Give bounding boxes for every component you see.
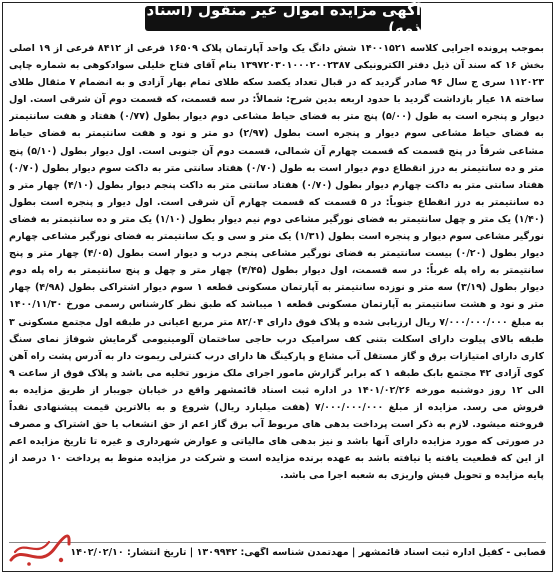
notice-frame xyxy=(2,2,553,572)
title-bar xyxy=(3,0,552,37)
notice-footer: قصابی - کفیل اداره ثبت اسناد قائمشهر | مهدتمدن شناسه آگهی: ۱۳۰۹۹۴۲ | تاریخ انتشار: ۱۴۰۲/۰۲/۱۰ xyxy=(70,547,546,558)
newspaper-logo xyxy=(9,530,71,570)
logo-dot xyxy=(59,558,63,562)
logo-dot-2 xyxy=(27,562,31,566)
footer-divider xyxy=(9,542,546,543)
logo-swash-2 xyxy=(15,542,49,552)
notice-body: بموجب پرونده اجرایی کلاسه ۱۴۰۰۱۵۲۱ شش دانگ یک واحد آپارتمان پلاک ۱۶۵۰۹ فرعی از ۸۴۱۲ فرعی از ۱۹ اصلی بخش ۱۶ که سند آن ذیل دفتر الکترونیکی ۱۳۹۷۲۰۳۰۱۰۰۰۲۰۰۲۳۸۷ بنام آقای فتاح خلیلی سوادکوهی به شماره چاپی ۱۱۲۰۲۳ سری ج سال ۹۶ صادر گردید که در قبال تعداد یکصد سکه طلای تمام بهار آزادی و به انضمام ۷ مثقال طلای ساخته ۱۸ عیار بازداشت گردید با حدود اربعه بدین شرح: شمالاً: در سه قسمت، که قسمت دوم آن شرقی است. اول دیوار و پنجره است به طول (۵/۰۰) پنج متر به فضای حیاط مشاعی دوم دیوار بطول (۰/۷۷) هفتاد و هفت سانتیمتر به فضای حیاط مشاعی سوم دیوار و پنجره است بطول (۲/۹۷) دو متر و نود و هفت سانتیمتر به فضای حیاط مشاعی شرقاً در پنج قسمت که قسمت چهارم آن شمالی، قسمت دوم آن جنوبی است. اول دیوار بطول (۵/۱۰) پنج متر و ده سانتیمتر به درز انقطاع دوم دیوار است به طول (۰/۷۰) هفتاد سانتی متر به داکت سوم دیوار بطول (۰/۷۰) هفتاد سانتی متر به داکت چهارم دیوار بطول (۰/۷۰) هفتاد سانتی متر به داکت پنجم دیوار بطول (۴/۱۰) چهار متر و ده سانتیمتر به درز انقطاع جنوباً: در ۵ قسمت که قسمت چهارم آن شرقی است. اول دیوار و پنجره است بطول (۱/۴۰) یک متر و چهل سانتیمتر به فضای نورگیر مشاعی دوم نیم دیوار بطول (۱/۱۰) یک متر و ده سانتیمتر به فضای نورگیر مشاعی سوم دیوار و پنجره است بطول (۱/۳۱) یک متر و سی و یک سانتیمتر به فضای نورگیر مشاعی چهارم دیوار بطول (۰/۲۰) بیست سانتیمتر به فضای نورگیر مشاعی پنجم درب و دیوار است بطول (۴/۰۵) چهار متر و پنج سانتیمتر به راه پله غرباً: در سه قسمت، اول دیوار بطول (۴/۴۵) چهار متر و چهل و پنج سانتیمتر به راه پله دوم دیوار بطول (۳/۱۹) سه متر و نوزده سانتیمتر به آپارتمان مسکونی قطعه ۱ سوم دیوار اشتراکی بطول (۴/۹۸) چهار متر و نود و هشت سانتیمتر به آپارتمان مسکونی قطعه ۱ میباشد که طبق نظر کارشناس رسمی مورخ ۱۴۰۰/۱۱/۳۰ به مبلغ ۷/۰۰۰/۰۰۰/۰۰۰ ریال ارزیابی شده و پلاک فوق دارای ۸۲/۰۴ متر مربع اعیانی در طبقه اول مجتمع مسکونی ۳ طبقه بالای پیلوت دارای اسکلت بتنی کف سرامیک درب حاجی ساختمان آلومینیومی گرمایش شوفاژ نمای سنگ کاری دارای امتیازات برق و گاز مستقل آب مشاع و پارکینگ ها دارای درب کنترلی ریموت دار به آدرس پشت راه آهن کوی آزادی ۴۲ مجتمع بابک طبقه ۱ که برابر گزارش مامور اجرای ملک مزبور تخلیه می باشد و پلاک فوق از ساعت ۹ الی ۱۲ روز دوشنبه مورخه ۱۴۰۱/۰۲/۲۶ در اداره ثبت اسناد قائمشهر واقع در خیابان جویبار از طریق مزایده به فروش می رسد. مزایده از مبلغ ۷/۰۰۰/۰۰۰/۰۰۰ (هفت میلیارد ریال) شروع و به بالاترین قیمت پیشنهادی نقداً فروخته میشود. لازم به ذکر است پرداخت بدهی های مربوط آب برق گاز اعم از حق انشعاب یا حق اشتراک و مصرف در صورتی که مورد مزایده دارای آنها باشد و نیز بدهی های مالیاتی و عوارض شهرداری و غیره تا تاریخ مزایده اعم از این که قطعیت یافته یا نیافته باشد به عهده برنده مزایده است و شرکت در مزایده منوط به پرداخت ۱۰ درصد از پایه مزایده و تحویل فیش واریزی به شعبه اجرا می باشد. xyxy=(9,43,544,482)
notice-title: آگهی مزایده اموال غیر منقول (اسناد ذمه) xyxy=(146,0,421,37)
